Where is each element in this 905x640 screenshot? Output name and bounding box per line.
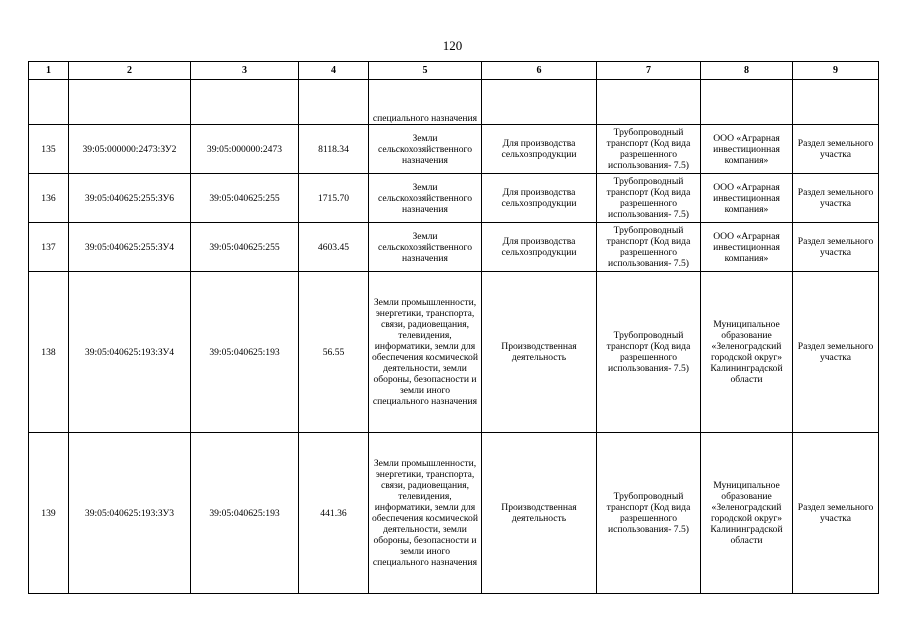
cell-num: 138 [29, 272, 69, 433]
cell-cadastral: 39:05:040625:193 [191, 433, 299, 594]
cell-permitted: Трубопроводный транспорт (Код вида разрешенного использования- 7.5) [597, 174, 701, 223]
cell-empty [299, 80, 369, 125]
table-row [29, 223, 879, 272]
header-row [29, 62, 879, 80]
cell-action: Раздел земельного участка [793, 272, 879, 433]
cell-area: 1715.70 [299, 174, 369, 223]
cell-empty [597, 80, 701, 125]
land-plots-table [28, 61, 879, 594]
cell-area: 441.36 [299, 433, 369, 594]
cell-cadastral-part: 39:05:040625:193:ЗУ4 [69, 272, 191, 433]
cell-owner: ООО «Аграрная инвестиционная компания» [701, 223, 793, 272]
continuation-row [29, 80, 879, 125]
cell-category: специального назначения [369, 80, 482, 125]
col-header: 4 [299, 62, 369, 80]
col-header: 2 [69, 62, 191, 80]
cell-permitted: Трубопроводный транспорт (Код вида разрешенного использования- 7.5) [597, 272, 701, 433]
cell-action: Раздел земельного участка [793, 223, 879, 272]
table-row [29, 433, 879, 594]
cell-area: 4603.45 [299, 223, 369, 272]
cell-use: Производственная деятельность [482, 433, 597, 594]
cell-empty [69, 80, 191, 125]
cell-use: Для производства сельхозпродукции [482, 174, 597, 223]
cell-cadastral: 39:05:040625:193 [191, 272, 299, 433]
cell-owner: ООО «Аграрная инвестиционная компания» [701, 125, 793, 174]
table-row [29, 125, 879, 174]
cell-action: Раздел земельного участка [793, 174, 879, 223]
cell-empty [29, 80, 69, 125]
cell-category: Земли промышленности, энергетики, транспорта, связи, радиовещания, телевидения, информатики, земли для обеспечения космической деятельности, земли обороны, безопасности и земли иного специального назначения [369, 272, 482, 433]
cell-owner: Муниципальное образование «Зеленоградский городской округ» Калининградской области [701, 272, 793, 433]
cell-use: Производственная деятельность [482, 272, 597, 433]
cell-permitted: Трубопроводный транспорт (Код вида разрешенного использования- 7.5) [597, 125, 701, 174]
col-header: 7 [597, 62, 701, 80]
col-header: 5 [369, 62, 482, 80]
cell-permitted: Трубопроводный транспорт (Код вида разрешенного использования- 7.5) [597, 433, 701, 594]
page-number: 120 [442, 38, 463, 53]
cell-num: 137 [29, 223, 69, 272]
cell-cadastral: 39:05:000000:2473 [191, 125, 299, 174]
cell-cadastral-part: 39:05:040625:255:ЗУ6 [69, 174, 191, 223]
cell-num: 136 [29, 174, 69, 223]
cell-cadastral-part: 39:05:000000:2473:ЗУ2 [69, 125, 191, 174]
cell-category: Земли промышленности, энергетики, транспорта, связи, радиовещания, телевидения, информатики, земли для обеспечения космической деятельности, земли обороны, безопасности и земли иного специального назначения [369, 433, 482, 594]
cell-cadastral-part: 39:05:040625:255:ЗУ4 [69, 223, 191, 272]
cell-use: Для производства сельхозпродукции [482, 223, 597, 272]
col-header: 9 [793, 62, 879, 80]
cell-use: Для производства сельхозпродукции [482, 125, 597, 174]
cell-owner: ООО «Аграрная инвестиционная компания» [701, 174, 793, 223]
cell-action: Раздел земельного участка [793, 433, 879, 594]
cell-empty [793, 80, 879, 125]
cell-cadastral: 39:05:040625:255 [191, 174, 299, 223]
col-header: 6 [482, 62, 597, 80]
cell-cadastral-part: 39:05:040625:193:ЗУ3 [69, 433, 191, 594]
table-row [29, 272, 879, 433]
cell-category: Земли сельскохозяйственного назначения [369, 174, 482, 223]
col-header: 1 [29, 62, 69, 80]
cell-permitted: Трубопроводный транспорт (Код вида разрешенного использования- 7.5) [597, 223, 701, 272]
cell-empty [191, 80, 299, 125]
cell-area: 56.55 [299, 272, 369, 433]
cell-empty [482, 80, 597, 125]
col-header: 3 [191, 62, 299, 80]
cell-cadastral: 39:05:040625:255 [191, 223, 299, 272]
cell-owner: Муниципальное образование «Зеленоградский городской округ» Калининградской области [701, 433, 793, 594]
col-header: 8 [701, 62, 793, 80]
cell-action: Раздел земельного участка [793, 125, 879, 174]
cell-num: 135 [29, 125, 69, 174]
cell-num: 139 [29, 433, 69, 594]
cell-category: Земли сельскохозяйственного назначения [369, 125, 482, 174]
cell-empty [701, 80, 793, 125]
cell-category: Земли сельскохозяйственного назначения [369, 223, 482, 272]
cell-area: 8118.34 [299, 125, 369, 174]
table-row [29, 174, 879, 223]
